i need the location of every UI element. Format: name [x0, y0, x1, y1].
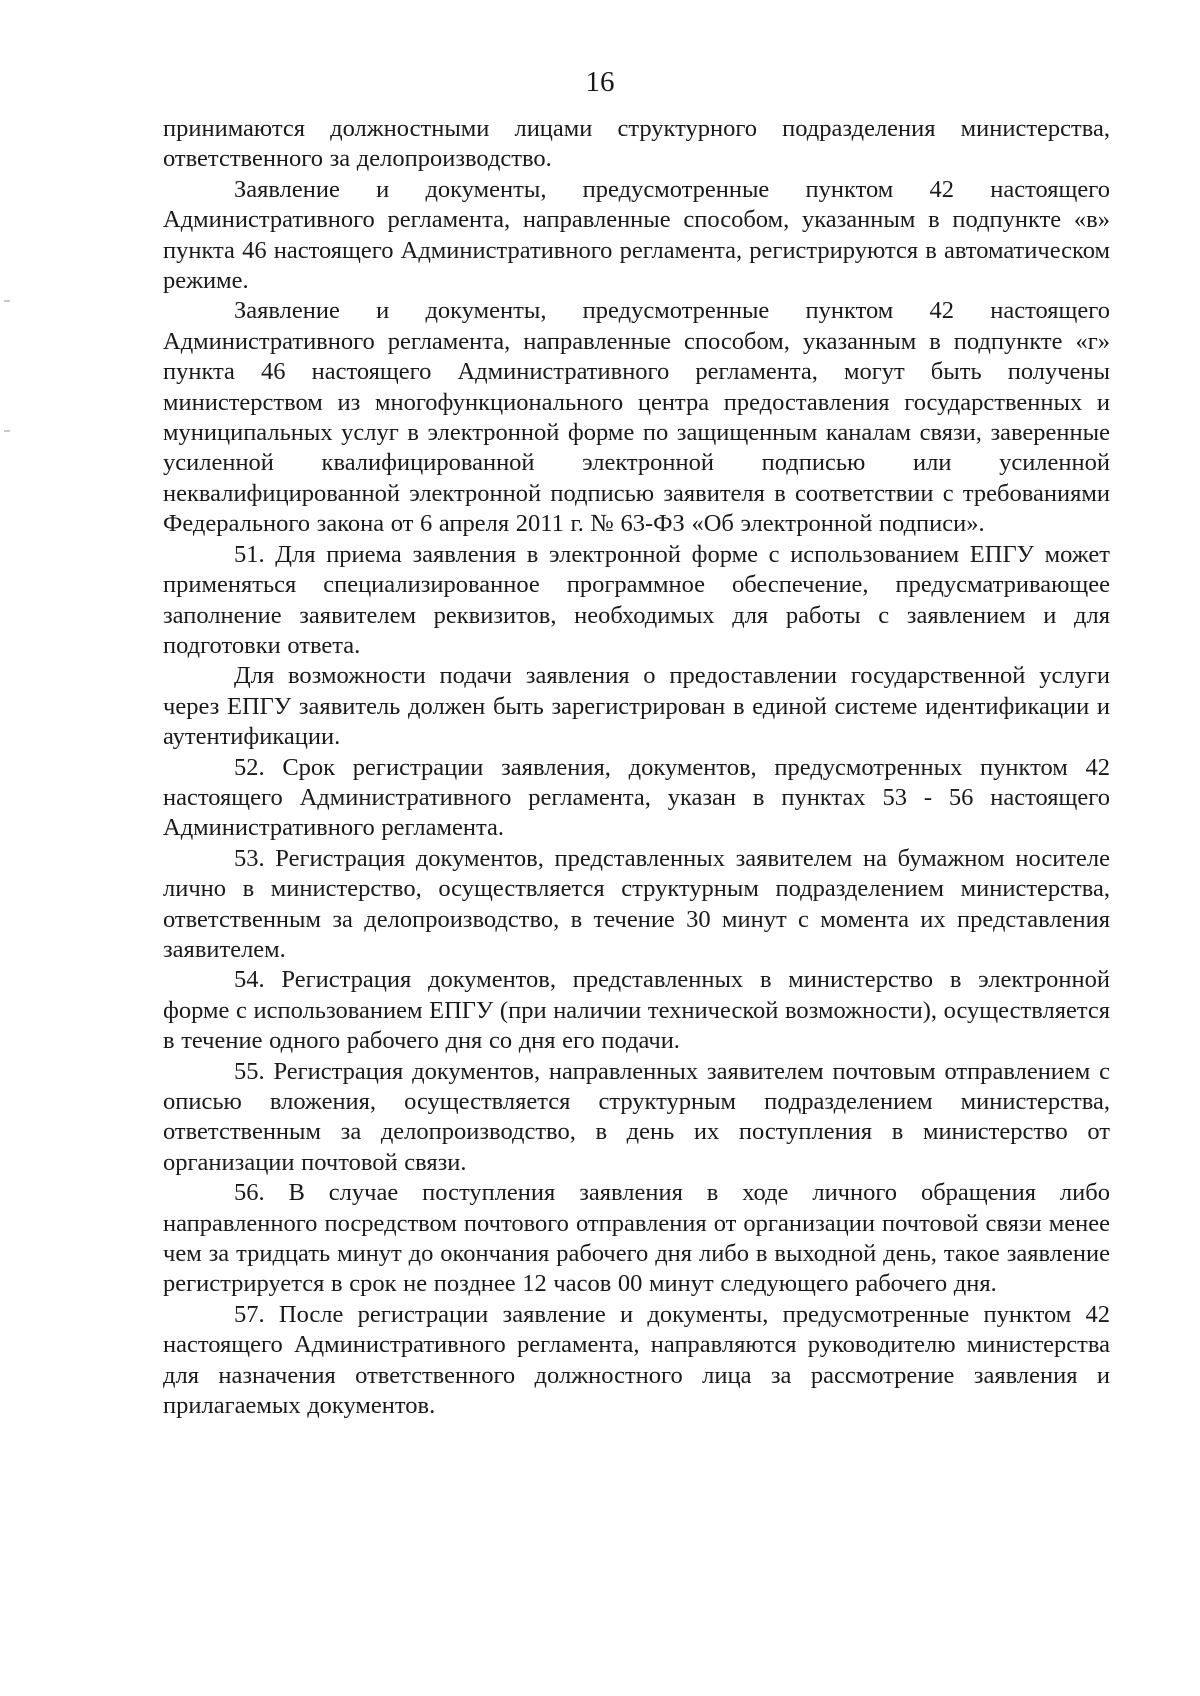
document-body	[163, 114, 1110, 1421]
paragraph-51: 51. Для приема заявления в электронной форме с использованием ЕПГУ может применяться специализированное программное обеспечение, предусматривающее заполнение заявителем реквизитов, необходимых для работы с заявлением и для подготовки ответа.	[163, 540, 1110, 659]
paragraph-automatic-registration: Заявление и документы, предусмотренные пунктом 42 настоящего Административного регламента, направленные способом, указанным в подпункте «в» пункта 46 настоящего Административного регламента, регистрируются в автоматическом режиме.	[163, 175, 1110, 295]
page-number: 16	[585, 66, 615, 98]
paragraph-continuation: принимаются должностными лицами структурного подразделения министерства, ответственного за делопроизводство.	[163, 115, 1110, 173]
paragraph-56: 56. В случае поступления заявления в ходе личного обращения либо направленного посредством почтового отправления от организации почтовой связи менее чем за тридцать минут до окончания рабочего дня либо в выходной день, такое заявление регистрируется в срок не позднее 12 часов 00 минут следующего рабочего дня.	[163, 1179, 1110, 1298]
scan-artifact	[4, 430, 10, 432]
paragraph-mfc-receipt: Заявление и документы, предусмотренные пунктом 42 настоящего Административного регламента, направленные способом, указанным в подпункте «г» пункта 46 настоящего Административного регламента, могут быть получены министерством из многофункционального центра предоставления государственных и муниципальных услуг в электронной форме по защищенным каналам связи, заверенные усиленной квалифицированной электронной подписью или усиленной неквалифицированной электронной подписью заявителя в соответствии с требованиями Федерального закона от 6 апреля 2011 г. № 63-ФЗ «Об электронной подписи».	[163, 297, 1110, 538]
paragraph-57: 57. После регистрации заявление и документы, предусмотренные пунктом 42 настоящего Административного регламента, направляются руководителю министерства для назначения ответственного должностного лица за рассмотрение заявления и прилагаемых документов.	[163, 1300, 1110, 1420]
paragraph-53: 53. Регистрация документов, представленных заявителем на бумажном носителе лично в министерство, осуществляется структурным подразделением министерства, ответственным за делопроизводство, в течение 30 минут с момента их представления заявителем.	[163, 844, 1110, 963]
paragraph-epgu-registration: Для возможности подачи заявления о предоставлении государственной услуги через ЕПГУ заявитель должен быть зарегистрирован в единой системе идентификации и аутентификации.	[163, 662, 1110, 751]
paragraph-55: 55. Регистрация документов, направленных заявителем почтовым отправлением с описью вложения, осуществляется структурным подразделением министерства, ответственным за делопроизводство, в день их поступления в министерство от организации почтовой связи.	[163, 1057, 1110, 1176]
scan-artifact	[4, 300, 10, 302]
paragraph-54: 54. Регистрация документов, представленных в министерство в электронной форме с использованием ЕПГУ (при наличии технической возможности), осуществляется в течение одного рабочего дня со дня его подачи.	[163, 966, 1110, 1055]
paragraph-52: 52. Срок регистрации заявления, документов, предусмотренных пунктом 42 настоящего Административного регламента, указан в пунктах 53 - 56 настоящего Административного регламента.	[163, 753, 1110, 842]
